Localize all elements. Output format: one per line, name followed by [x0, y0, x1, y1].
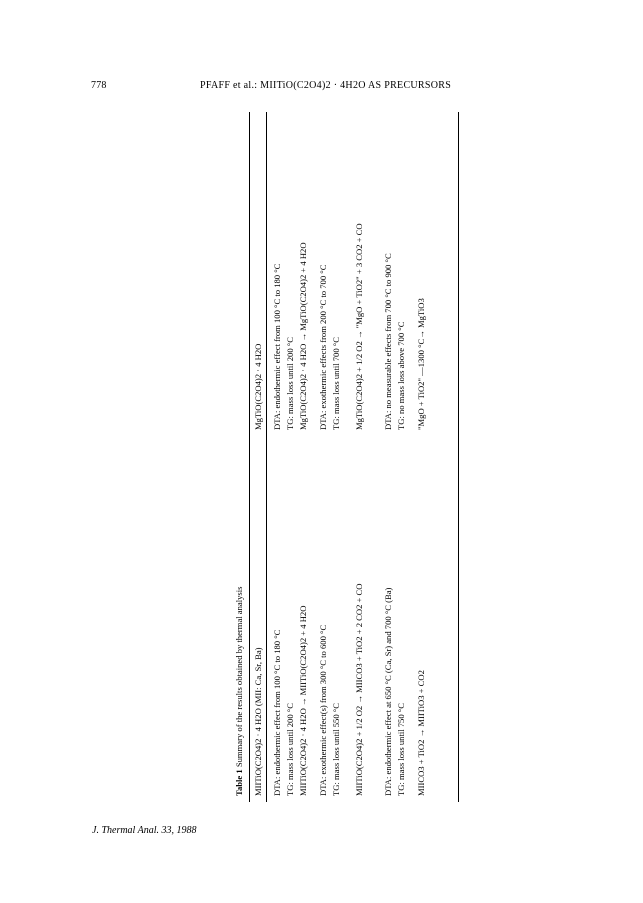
- rotated-table-container: [232, 112, 462, 802]
- left-row-dta-3: DTA: endothermic effect at 650 °C (Ca, Sr) and 700 °C (Ba): [383, 587, 393, 796]
- right-row-dta-3: DTA: no measurable effects from 700 °C to 900 °C: [383, 253, 393, 430]
- table-bottom-rule: [458, 112, 459, 802]
- right-row-tg-1: TG: mass loss until 200 °C: [285, 337, 295, 430]
- left-column-header: MIITiO(C2O4)2 · 4 H2O (MII: Ca, Sr, Ba): [253, 647, 263, 796]
- running-title: PFAFF et al.: MIITiO(C2O4)2 · 4H2O AS PRECURSORS: [200, 80, 452, 91]
- page-header: [0, 80, 643, 96]
- left-row-dta-2: DTA: exothermic effect(s) from 300 °C to 600 °C: [318, 624, 328, 796]
- page-number: 778: [91, 80, 107, 91]
- left-row-tg-3: TG: mass loss until 750 °C: [396, 703, 406, 796]
- left-row-dta-1: DTA: endothermic effect from 100 °C to 180 °C: [272, 629, 282, 796]
- right-row-equation-3: "MgO + TiO2" —1300 °C→ MgTiO3: [416, 298, 426, 430]
- left-row-equation-1: MIITiO(C2O4)2 · 4 H2O → MIITiO(C2O4)2 + 4 H2O: [298, 605, 308, 796]
- results-table: [232, 112, 462, 802]
- left-row-tg-1: TG: mass loss until 200 °C: [285, 703, 295, 796]
- table-top-rule: [249, 112, 250, 802]
- journal-footer: J. Thermal Anal. 33, 1988: [92, 825, 197, 836]
- left-row-equation-3: MIICO3 + TiO2 → MIITiO3 + CO2: [416, 670, 426, 796]
- right-row-dta-2: DTA: exothermic effects from 200 °C to 700 °C: [318, 264, 328, 430]
- right-row-equation-1: MgTiO(C2O4)2 · 4 H2O → MgTiO(C2O4)2 + 4 H2O: [298, 242, 308, 430]
- table-caption-text: Summary of the results obtained by thermal analysis: [234, 586, 244, 768]
- right-row-equation-2: MgTiO(C2O4)2 + 1/2 O2 → "MgO + TiO2" + 3 CO2 + CO: [354, 223, 364, 430]
- table-caption: [234, 587, 246, 797]
- right-column-header: MgTiO(C2O4)2 · 4 H2O: [253, 343, 263, 430]
- right-row-tg-3: TG: no mass loss above 700 °C: [396, 321, 406, 430]
- table-caption-label: Table 1: [234, 769, 244, 796]
- right-row-dta-1: DTA: endothermic effect from 100 °C to 180 °C: [272, 263, 282, 430]
- right-row-tg-2: TG: mass loss until 700 °C: [331, 337, 341, 430]
- table-header-rule: [266, 112, 267, 802]
- left-row-tg-2: TG: mass loss until 550 °C: [331, 703, 341, 796]
- left-row-equation-2: MIITiO(C2O4)2 + 1/2 O2 → MIICO3 + TiO2 + 2 CO2 + CO: [354, 583, 364, 796]
